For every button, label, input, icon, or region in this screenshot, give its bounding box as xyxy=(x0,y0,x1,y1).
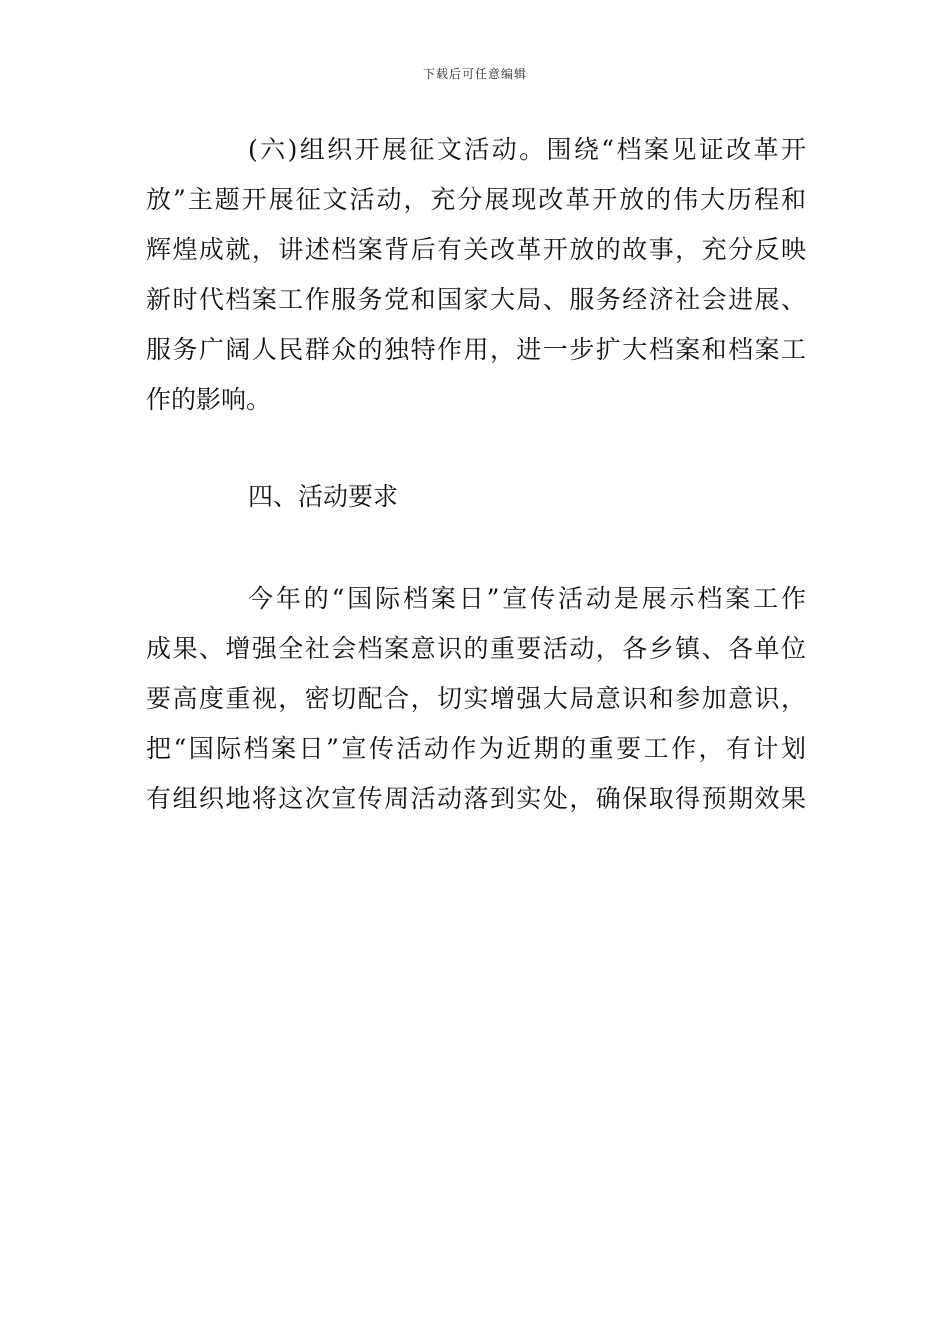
paragraph-line: 服务广阔人民群众的独特作用，进一步扩大档案和档案工 xyxy=(146,335,806,364)
paragraph-line: (六)组织开展征文活动。围绕“档案见证改革开 xyxy=(248,135,806,164)
paragraph-line: 放”主题开展征文活动，充分展现改革开放的伟大历程和 xyxy=(146,185,806,214)
section-heading: 四、活动要求 xyxy=(248,482,399,511)
paragraph-line: 要高度重视，密切配合，切实增强大局意识和参加意识， xyxy=(146,684,806,713)
paragraph-line: 新时代档案工作服务党和国家大局、服务经济社会进展、 xyxy=(146,285,806,314)
paragraph-line: 辉煌成就，讲述档案背后有关改革开放的故事，充分反映 xyxy=(146,235,806,264)
paragraph-line: 成果、增强全社会档案意识的重要活动，各乡镇、各单位 xyxy=(146,634,806,663)
paragraph-line: 把“国际档案日”宣传活动作为近期的重要工作，有计划 xyxy=(146,734,806,763)
paragraph-line: 今年的“国际档案日”宣传活动是展示档案工作 xyxy=(248,584,806,613)
paragraph-line: 作的影响。 xyxy=(146,385,272,414)
paragraph-line: 有组织地将这次宣传周活动落到实处，确保取得预期效果 xyxy=(146,784,806,813)
header-note: 下载后可任意编辑 xyxy=(422,67,527,81)
